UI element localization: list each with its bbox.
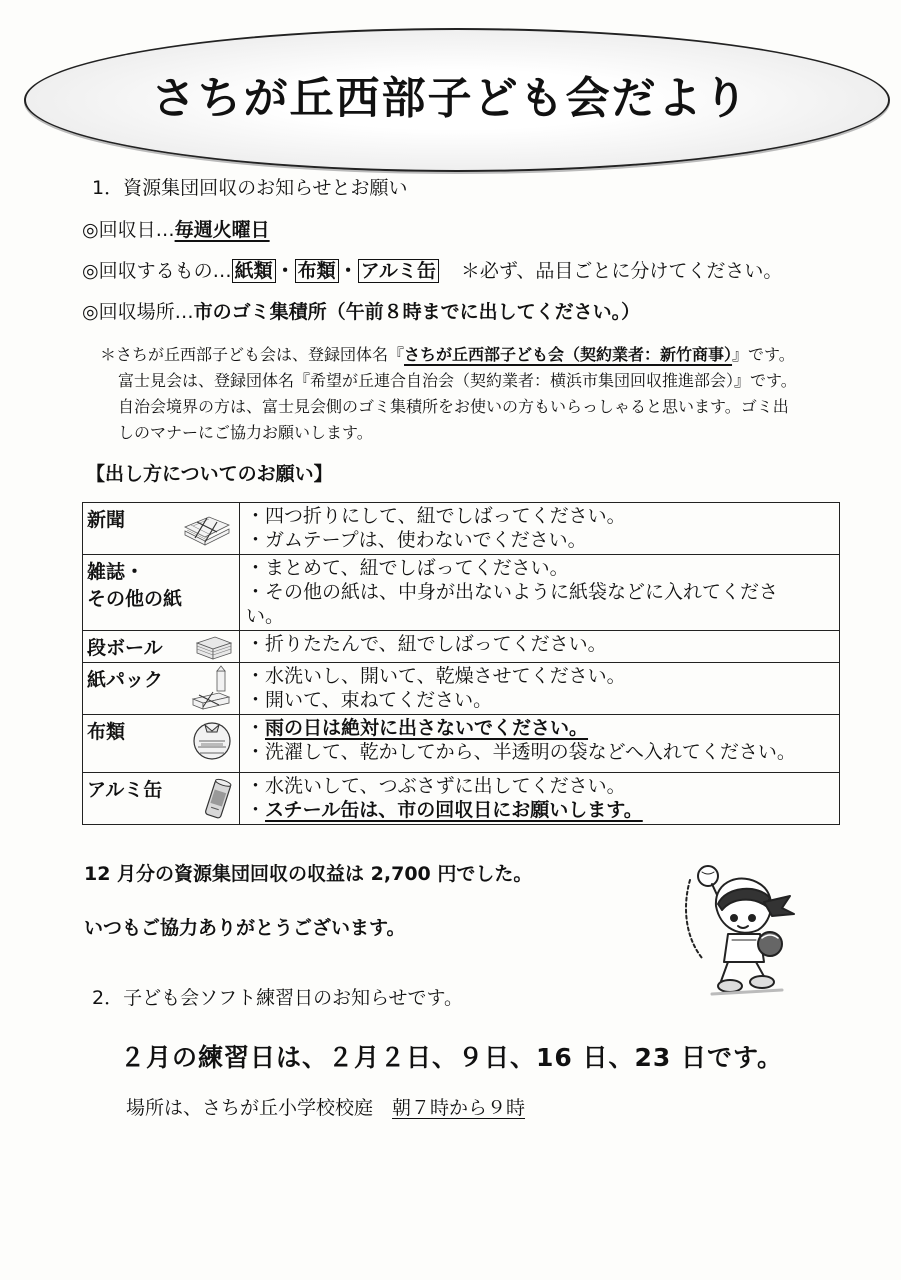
guide-heading: 【出し方についてのお願い】	[86, 463, 333, 485]
practice-time: 朝７時から９時	[392, 1097, 526, 1119]
note-line-1-org: さちが丘西部子ども会（契約業者：新竹商事）	[404, 345, 733, 364]
section1-heading: 1．資源集団回収のお知らせとお願い	[92, 177, 408, 199]
practice-place	[126, 1096, 525, 1120]
softball-player-illustration	[672, 858, 804, 998]
instruction-line: ・折りたたんで、紐でしばってください。	[246, 633, 607, 655]
item-cans: アルミ缶	[358, 259, 439, 283]
collection-items-note: ＊必ず、品目ごとに分けてください。	[460, 260, 783, 282]
bullet: ・	[246, 799, 266, 821]
category-label: 布類	[87, 721, 126, 743]
category-label: 新聞	[87, 509, 126, 531]
note-line-1	[100, 342, 795, 368]
instruction-line: い。	[246, 605, 285, 627]
instruction-line: ・洗濯して、乾かしてから、半透明の袋などへ入れてください。	[246, 741, 796, 763]
newspaper-instructions	[240, 503, 840, 555]
aluminum-can-icon	[203, 777, 233, 821]
category-label: 紙パック	[87, 669, 164, 691]
instruction-line: ・開いて、束ねてください。	[246, 689, 493, 711]
category-label: 雑誌・	[87, 561, 145, 583]
milk-carton-icon	[189, 665, 233, 713]
category-label: 段ボール	[87, 637, 163, 659]
page-title: さちが丘西部子ども会だより	[151, 73, 750, 124]
table-row	[83, 503, 840, 555]
instruction-line	[246, 798, 833, 822]
category-cloth	[83, 715, 240, 773]
instruction-line: ・水洗いして、つぶさずに出してください。	[246, 775, 626, 797]
carton-instructions	[240, 663, 840, 715]
collection-day	[82, 218, 270, 242]
disposal-guide-table	[82, 502, 840, 825]
cardboard-bundle-icon	[195, 633, 233, 661]
magazine-instructions	[240, 555, 840, 631]
note-line-4: しのマナーにご協力お願いします。	[118, 423, 373, 442]
note-line-3: 自治会境界の方は、富士見会側のゴミ集積所をお使いの方もいらっしゃると思います。ゴミ出	[118, 397, 789, 416]
collection-items-label: ◎回収するもの…	[82, 260, 232, 282]
category-newspaper	[83, 503, 240, 555]
instruction-line: ・水洗いし、開いて、乾燥させてください。	[246, 665, 626, 687]
item-paper: 紙類	[232, 259, 276, 283]
collection-place	[82, 300, 640, 324]
cans-instructions	[240, 773, 840, 825]
bullet: ・	[246, 717, 266, 739]
note-line-2: 富士見会は、登録団体名『希望が丘連合自治会（契約業者：横浜市集団回収推進部会）』です。	[118, 371, 797, 390]
collection-day-value: 毎週火曜日	[174, 219, 270, 241]
section2-heading: 2．子ども会ソフト練習日のお知らせです。	[92, 987, 463, 1009]
category-cans	[83, 773, 240, 825]
steel-can-note: スチール缶は、市の回収日にお願いします。	[265, 799, 643, 821]
collection-items	[82, 259, 782, 283]
instruction-line: ・ガムテープは、使わないでください。	[246, 529, 587, 551]
thanks-text: いつもご協力ありがとうございます。	[84, 917, 406, 939]
note-line-1-post: 』です。	[732, 345, 795, 364]
newspaper-bundle-icon	[181, 509, 233, 549]
instruction-line	[246, 716, 833, 740]
instruction-line: ・その他の紙は、中身が出ないように紙袋などに入れてくださ	[246, 581, 779, 603]
rain-warning: 雨の日は絶対に出さないでください。	[265, 717, 589, 739]
practice-dates: ２月の練習日は、２月２日、９日、16 日、23 日です。	[120, 1043, 783, 1072]
cloth-bag-icon	[191, 719, 233, 761]
collection-place-value: 市のゴミ集積所（午前８時までに出してください。）	[193, 301, 641, 323]
collection-place-label: ◎回収場所…	[82, 301, 194, 323]
practice-place-label: 場所は、さちが丘小学校校庭	[126, 1097, 393, 1119]
table-row	[83, 773, 840, 825]
table-row	[83, 631, 840, 663]
category-cardboard	[83, 631, 240, 663]
category-carton	[83, 663, 240, 715]
category-label: アルミ缶	[87, 779, 163, 801]
cloth-instructions	[240, 715, 840, 773]
note-line-1-pre: ＊さちが丘西部子ども会は、登録団体名『	[100, 345, 405, 364]
item-sep: ・	[275, 260, 295, 282]
category-label-2: その他の紙	[87, 588, 183, 610]
instruction-line: ・まとめて、紐でしばってください。	[246, 557, 569, 579]
table-row	[83, 715, 840, 773]
revenue-text: 12 月分の資源集団回収の収益は 2,700 円でした。	[84, 863, 533, 885]
instruction-line: ・四つ折りにして、紐でしばってください。	[246, 505, 626, 527]
collection-day-label: ◎回収日…	[82, 219, 175, 241]
cardboard-instructions	[240, 631, 840, 663]
table-row	[83, 663, 840, 715]
category-magazine	[83, 555, 240, 631]
table-row	[83, 555, 840, 631]
item-cloth: 布類	[295, 259, 339, 283]
item-sep: ・	[338, 260, 358, 282]
